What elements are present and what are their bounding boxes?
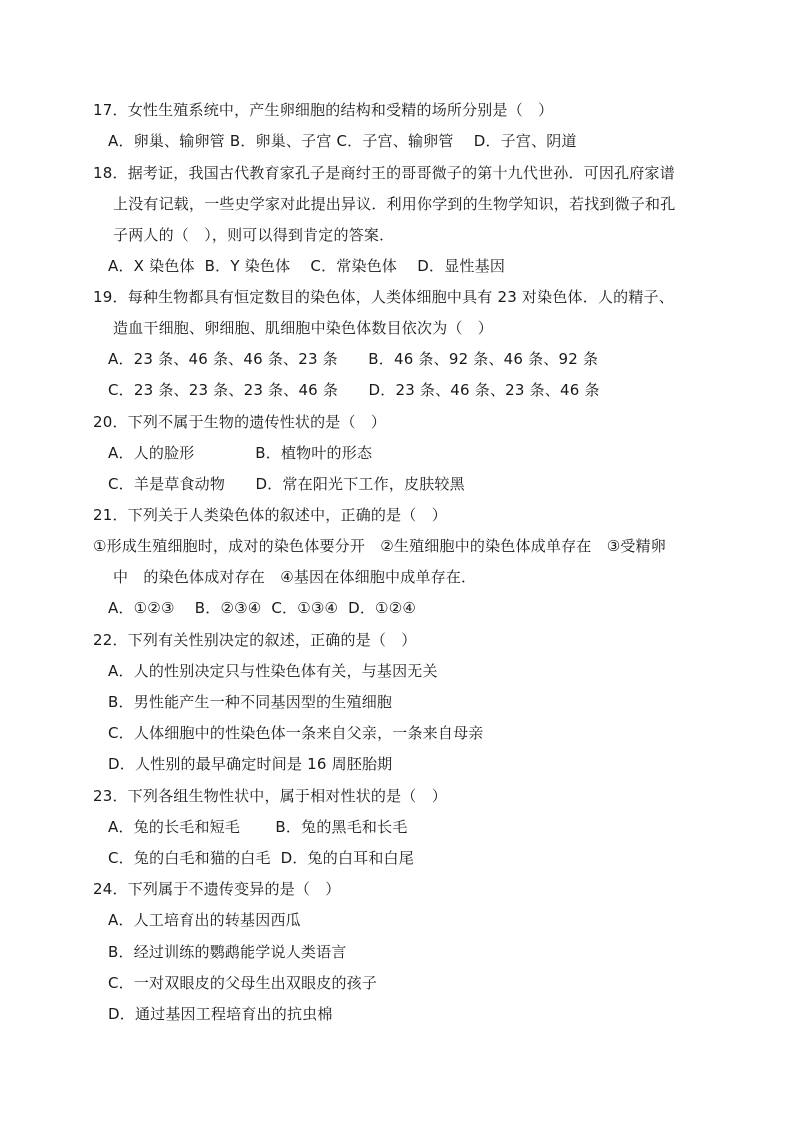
question-19-options-cd: C．23 条、23 条、23 条、46 条 D．23 条、46 条、23 条、46 条: [108, 381, 600, 399]
question-22-stem: [93, 630, 417, 650]
question-22-option-d: D．人性别的最早确定时间是 16 周胚胎期: [108, 755, 393, 773]
question-number: 22．: [93, 631, 128, 649]
question-22-option-c: C．人体细胞中的性染色体一条来自父亲，一条来自母亲: [108, 724, 484, 742]
question-17-stem: [93, 100, 553, 120]
question-21-statements: ①形成生殖细胞时，成对的染色体要分开 ②生殖细胞中的染色体成单存在 ③受精卵: [93, 537, 666, 555]
question-number: 23．: [93, 787, 128, 805]
question-24-stem: [93, 879, 341, 899]
question-number: 19．: [93, 288, 128, 306]
question-text: 据考证，我国古代教育家孔子是商纣王的哥哥微子的第十九代世孙．可因孔府家谱: [127, 164, 675, 182]
question-17-options: A．卵巢、输卵管 B．卵巢、子宫 C．子宫、输卵管 D．子宫、阴道: [108, 132, 577, 150]
question-23-stem: [93, 786, 447, 806]
question-text: 下列各组生物性状中，属于相对性状的是（ ）: [127, 787, 447, 805]
question-18-stem: [93, 163, 675, 183]
question-21-stem: [93, 505, 447, 525]
question-23-options-cd: C．兔的白毛和猫的白毛 D．兔的白耳和白尾: [108, 849, 414, 867]
question-text: 每种生物都具有恒定数目的染色体，人类体细胞中具有 23 对染色体．人的精子、: [127, 288, 674, 306]
question-23-options-ab: A．兔的长毛和短毛 B．兔的黑毛和长毛: [108, 818, 408, 836]
question-19-stem-cont: 造血干细胞、卵细胞、肌细胞中染色体数目依次为（ ）: [113, 319, 494, 337]
question-number: 24．: [93, 880, 128, 898]
question-18-stem-cont: 上没有记载，一些史学家对此提出异议．利用你学到的生物学知识，若找到微子和孔: [113, 195, 676, 213]
question-18-stem-cont: 子两人的（ ），则可以得到肯定的答案．: [113, 226, 395, 244]
question-22-option-a: A．人的性别决定只与性染色体有关，与基因无关: [108, 662, 438, 680]
question-number: 21．: [93, 506, 128, 524]
question-text: 下列有关性别决定的叙述，正确的是（ ）: [127, 631, 417, 649]
question-24-option-a: A．人工培育出的转基因西瓜: [108, 911, 301, 929]
question-text: 下列不属于生物的遗传性状的是（ ）: [127, 413, 387, 431]
question-24-option-c: C．一对双眼皮的父母生出双眼皮的孩子: [108, 974, 378, 992]
question-text: 女性生殖系统中，产生卵细胞的结构和受精的场所分别是（ ）: [127, 101, 554, 119]
question-20-options-ab: A．人的脸形 B．植物叶的形态: [108, 444, 373, 462]
question-22-option-b: B．男性能产生一种不同基因型的生殖细胞: [108, 693, 393, 711]
question-20-stem: [93, 412, 386, 432]
question-text: 下列属于不遗传变异的是（ ）: [127, 880, 341, 898]
question-number: 17．: [93, 101, 128, 119]
question-19-stem: [93, 287, 674, 307]
question-19-options-ab: A．23 条、46 条、46 条、23 条 B．46 条、92 条、46 条、92 条: [108, 350, 599, 368]
question-text: 下列关于人类染色体的叙述中，正确的是（ ）: [127, 506, 447, 524]
question-21-options: A．①②③ B．②③④ C．①③④ D．①②④: [108, 599, 416, 617]
question-18-options: A．X 染色体 B．Y 染色体 C．常染色体 D．显性基因: [108, 257, 506, 275]
question-24-option-d: D．通过基因工程培育出的抗虫棉: [108, 1005, 333, 1023]
question-number: 20．: [93, 413, 128, 431]
question-20-options-cd: C．羊是草食动物 D．常在阳光下工作，皮肤较黑: [108, 475, 465, 493]
question-21-statements-cont: 中 的染色体成对存在 ④基因在体细胞中成单存在．: [113, 568, 477, 586]
question-24-option-b: B．经过训练的鹦鹉能学说人类语言: [108, 943, 347, 961]
question-number: 18．: [93, 164, 128, 182]
